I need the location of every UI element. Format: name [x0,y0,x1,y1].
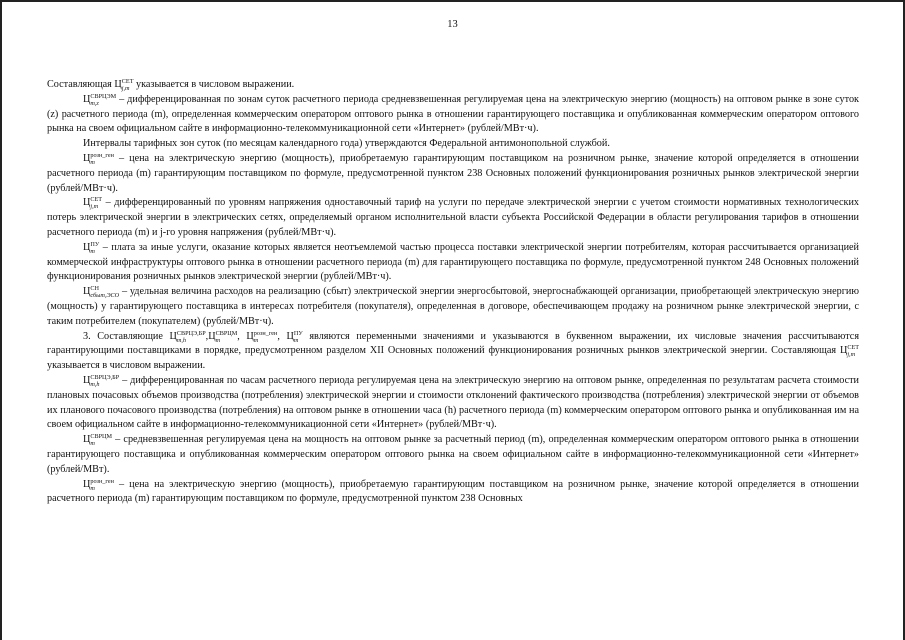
text-run: являются переменными значениями и указываются в буквенном выражении, их числовые значения рассчитываются гарантирующими поставщиками в порядке, предусмотренном разделом XII Основных положений функционирования розничных рынков электрической энергии. Составляющая [47,330,860,357]
paragraph-pu [47,241,859,285]
definition-text: – дифференцированный по уровням напряжения одноставочный тариф на услуги по передаче электрической энергии с учетом стоимости нормативных технологических потерь электрической энергии в электрических сетях, определяемый органом исполнительной власти субъекта Российской Федерации в области регулирования тарифов в отношении расчетного периода (m) и j-го уровня напряжения (рублей/МВт·ч). [47,197,859,238]
text-run: 3. Составляющие [83,330,170,342]
definition-text: – дифференцированная по зонам суток расчетного периода средневзвешенная регулируемая цена на электрическую энергию (мощность) на оптовом рынке в зоне суток (z) расчетного периода (m), определенная коммерческим оператором оптового рынка в отношении гарантирующего поставщика и опубликованная коммерческим оператором оптового рынка на своем официальном сайте в информационно-телекоммуникационной сети «Интернет» (рублей/МВт·ч). [47,93,859,135]
paragraph-item-3: 3. Составляющие Ц СВРЦЭ,БР m,h ,Ц СВРЦМ m , Ц розн_ген m , Ц ПУ m являются переменными значениями и указываются в буквенном выражении, их числовые значения рассчитываются гарантирующими поставщиками в порядке, предусмотренном разделом XII Основных положений функционирования розничных рынков электрической энергии. Составляющая Ц СЕТ j,m указывается в числовом выражении. [47,329,860,372]
definition-text: – удельная величина расходов на реализацию (сбыт) электрической энергии энергосбытовой, энергоснабжающей организации, приобретающей электрическую энергию (мощность) у гарантирующего поставщика в интересах потребителя (покупателя), определенная в договоре, обеспечивающем продажу на розничном рынке электрической энергии, с таким потребителем (покупателем) (рублей/МВт·ч). [47,286,859,327]
paragraph-set [47,196,859,240]
definition-text: – средневзвешенная регулируемая цена на мощность на оптовом рынке за расчетный период (m), определенная коммерческим оператором оптового рынка в отношении гарантирующего поставщика и опубликованная коммерческим оператором оптового рынка на своем официальном сайте в информационно-телекоммуникационной сети «Интернет» (рублей/МВт). [47,434,859,475]
text-run: указывается в числовом выражении. [133,79,295,90]
symbol-c-rozn-gen: Ц розн_ген m [246,329,278,344]
text-run: указывается в числовом выражении. [47,360,206,372]
definition-text: – цена на электрическую энергию (мощность), приобретаемую гарантирующим поставщиком на розничном рынке, значение которой определяется в отношении расчетного периода (m) гарантирующим поставщиком по формуле, предусмотренной пунктом 238 Основных положений функционирования розничных рынков электрической энергии (рублей/МВт·ч). [47,152,859,194]
paragraph-tariff-zones: Интервалы тарифных зон суток (по месяцам календарного года) утверждаются Федеральной антимонопольной службой. [83,138,610,150]
symbol-c-set: Ц СЕТ j,m [114,78,134,92]
paragraph-svrce-br [47,374,859,433]
symbol-c-svrce-br: Ц СВРЦЭ,БР m,h [83,373,120,388]
paragraph-rozn-gen [47,152,859,196]
symbol-c-rozn-gen: Ц розн_ген m [83,477,114,492]
symbol-c-svrcm: Ц СВРЦМ m [208,329,238,344]
definition-text: – плата за иные услуги, оказание которых является неотъемлемой частью процесса поставки электрической энергии потребителям, которая рассчитывается организацией коммерческой инфраструктуры оптового рынка в отношении расчетного периода (m) для гарантирующего поставщика по формуле, предусмотренной пунктом 248 Основных положений функционирования розничных рынков электрической энергии (рублей/МВт·ч). [47,241,859,283]
paragraph-rozn-gen-2 [47,478,859,508]
symbol-c-set: Ц СЕТ j,m [839,344,859,359]
document-body [47,78,859,507]
symbol-c-rozn-gen: Ц розн_ген m [83,151,114,166]
symbol-c-pu: Ц ПУ m [83,240,100,255]
paragraph-svrcem [47,93,859,137]
definition-text: – дифференцированная по часам расчетного периода регулируемая цена на электрическую энергию на оптовом рынке, определенная по результатам расчета стоимости плановых почасовых объемов производства (потребления) электрической энергии и стоимости отклонений фактического производства (потребления) электрической энергии от объемов их планового почасового производства (потребления) на оптовом рынке в отношении часа (h) расчетного периода (m) коммерческим оператором оптового рынка и опубликованная им на своем официальном сайте в информационно-телекоммуникационной сети «Интернет» (рублей/МВт·ч). [47,374,859,431]
scan-border-left [0,0,2,640]
symbol-c-svrcem: Ц СВРЦЭМ m,z [83,92,117,107]
paragraph-sn-sbyt [47,285,859,329]
text-run: Составляющая [47,79,115,90]
page-number: 13 [447,19,458,30]
symbol-c-pu: Ц ПУ m [286,329,303,344]
symbol-c-svrce-br: Ц СВРЦЭ,БР m,h [169,329,206,344]
symbol-c-sn: Ц СН сбыт,ЭСО [83,285,120,300]
scan-border-top [0,0,905,2]
definition-text: – цена на электрическую энергию (мощность), приобретаемую гарантирующим поставщиком на розничном рынке, значение которой определяется в отношении расчетного периода (m) гарантирующим поставщиком по формуле, предусмотренной пунктом 238 Основных [47,478,859,505]
paragraph-set-component-note [47,78,859,93]
symbol-c-set: Ц СЕТ j,m [83,196,103,211]
paragraph-svrcm [47,433,859,477]
symbol-c-svrcm: Ц СВРЦМ m [83,433,113,448]
